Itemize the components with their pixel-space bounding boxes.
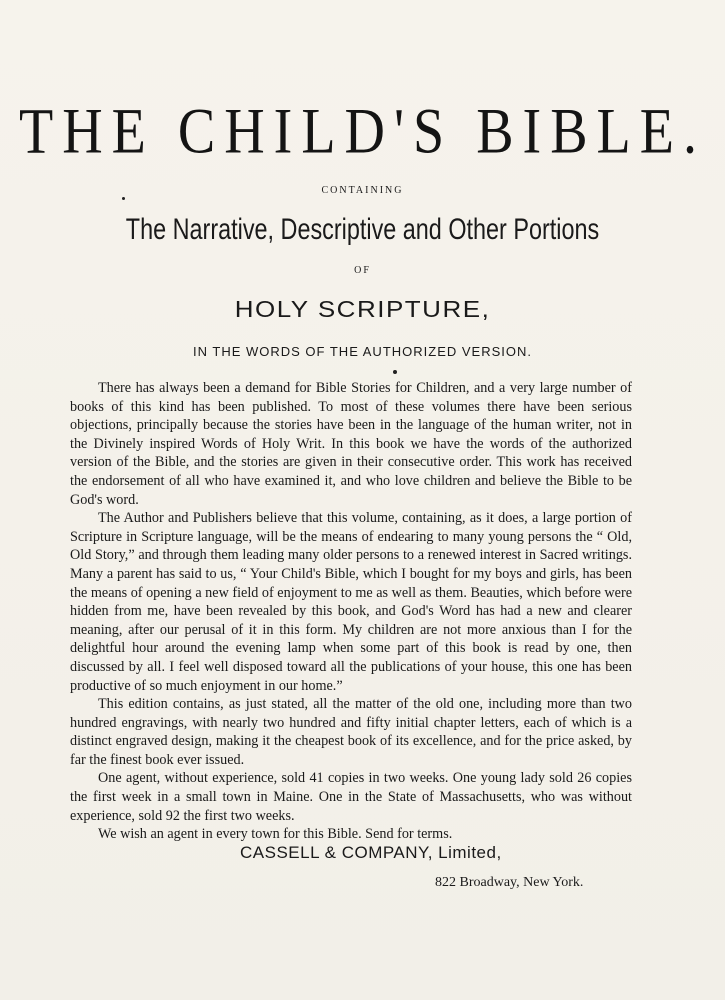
paragraph-terms: We wish an agent in every town for this Bible. Send for terms. [98,826,453,843]
containing-label: CONTAINING [321,185,404,196]
subtitle: The Narrative, Descriptive and Other Portions [125,213,600,246]
paragraph-publishers: The Author and Publishers believe that this volume, containing, as it does, a large portion of Scripture in Scripture language, will be the means of endearing to many young persons the “ Old, Old Story,” and through them leading many older persons to a renewed interest in Sacred writings. Many a parent has said to us, “ Your Child's Bible, which I bought for my boys and girls, has been the means of opening a new field of enjoyment to me as well as them. Beauties, which before were hidden from me, have been revealed by this book, and God's Word has had a new and clearer meaning, after our perusal of it in this form. My children are not more anxious than I for the delightful hour around the evening lamp when some part of this book is read by one, then discussed by all. I feel well disposed toward all the publications of your house, this one has been productive of so much enjoyment in our home.” [70,510,632,694]
publisher-name: CASSELL & COMPANY, Limited, [240,843,502,862]
paragraph-edition: This edition contains, as just stated, all the matter of the old one, including more than two hundred engravings, with nearly two hundred and fifty initial chapter letters, each of which is a distinct engraved design, making it the cheapest book of its excellence, and for the price asked, by far the finest book ever issued. [70,696,632,768]
ink-speck [393,370,397,374]
body-text [70,379,632,844]
paragraph-agents: One agent, without experience, sold 41 copies in two weeks. One young lady sold 26 copies the first week in a small town in Maine. One in the State of Massachusetts, who was without experience, sold 92 the first two weeks. [70,770,632,824]
ink-speck [122,197,125,200]
page-title: THE CHILD'S BIBLE. [19,96,706,168]
version-line: IN THE WORDS OF THE AUTHORIZED VERSION. [193,344,532,359]
of-label: OF [354,265,371,276]
paragraph-demand: There has always been a demand for Bible Stories for Children, and a very large number of books of this kind has been published. To most of these volumes there have been serious objections, principally because the stories have been in the language of the human writer, not in the Divinely inspired Words of Holy Writ. In this book we have the words of the authorized version of the Bible, and the stories are given in their consecutive order. This work has received the endorsement of all who have examined it, and who love children and believe the Bible to be God's word. [70,380,632,508]
publisher-address: 822 Broadway, New York. [435,875,584,890]
holy-scripture-heading: HOLY SCRIPTURE, [234,295,491,323]
